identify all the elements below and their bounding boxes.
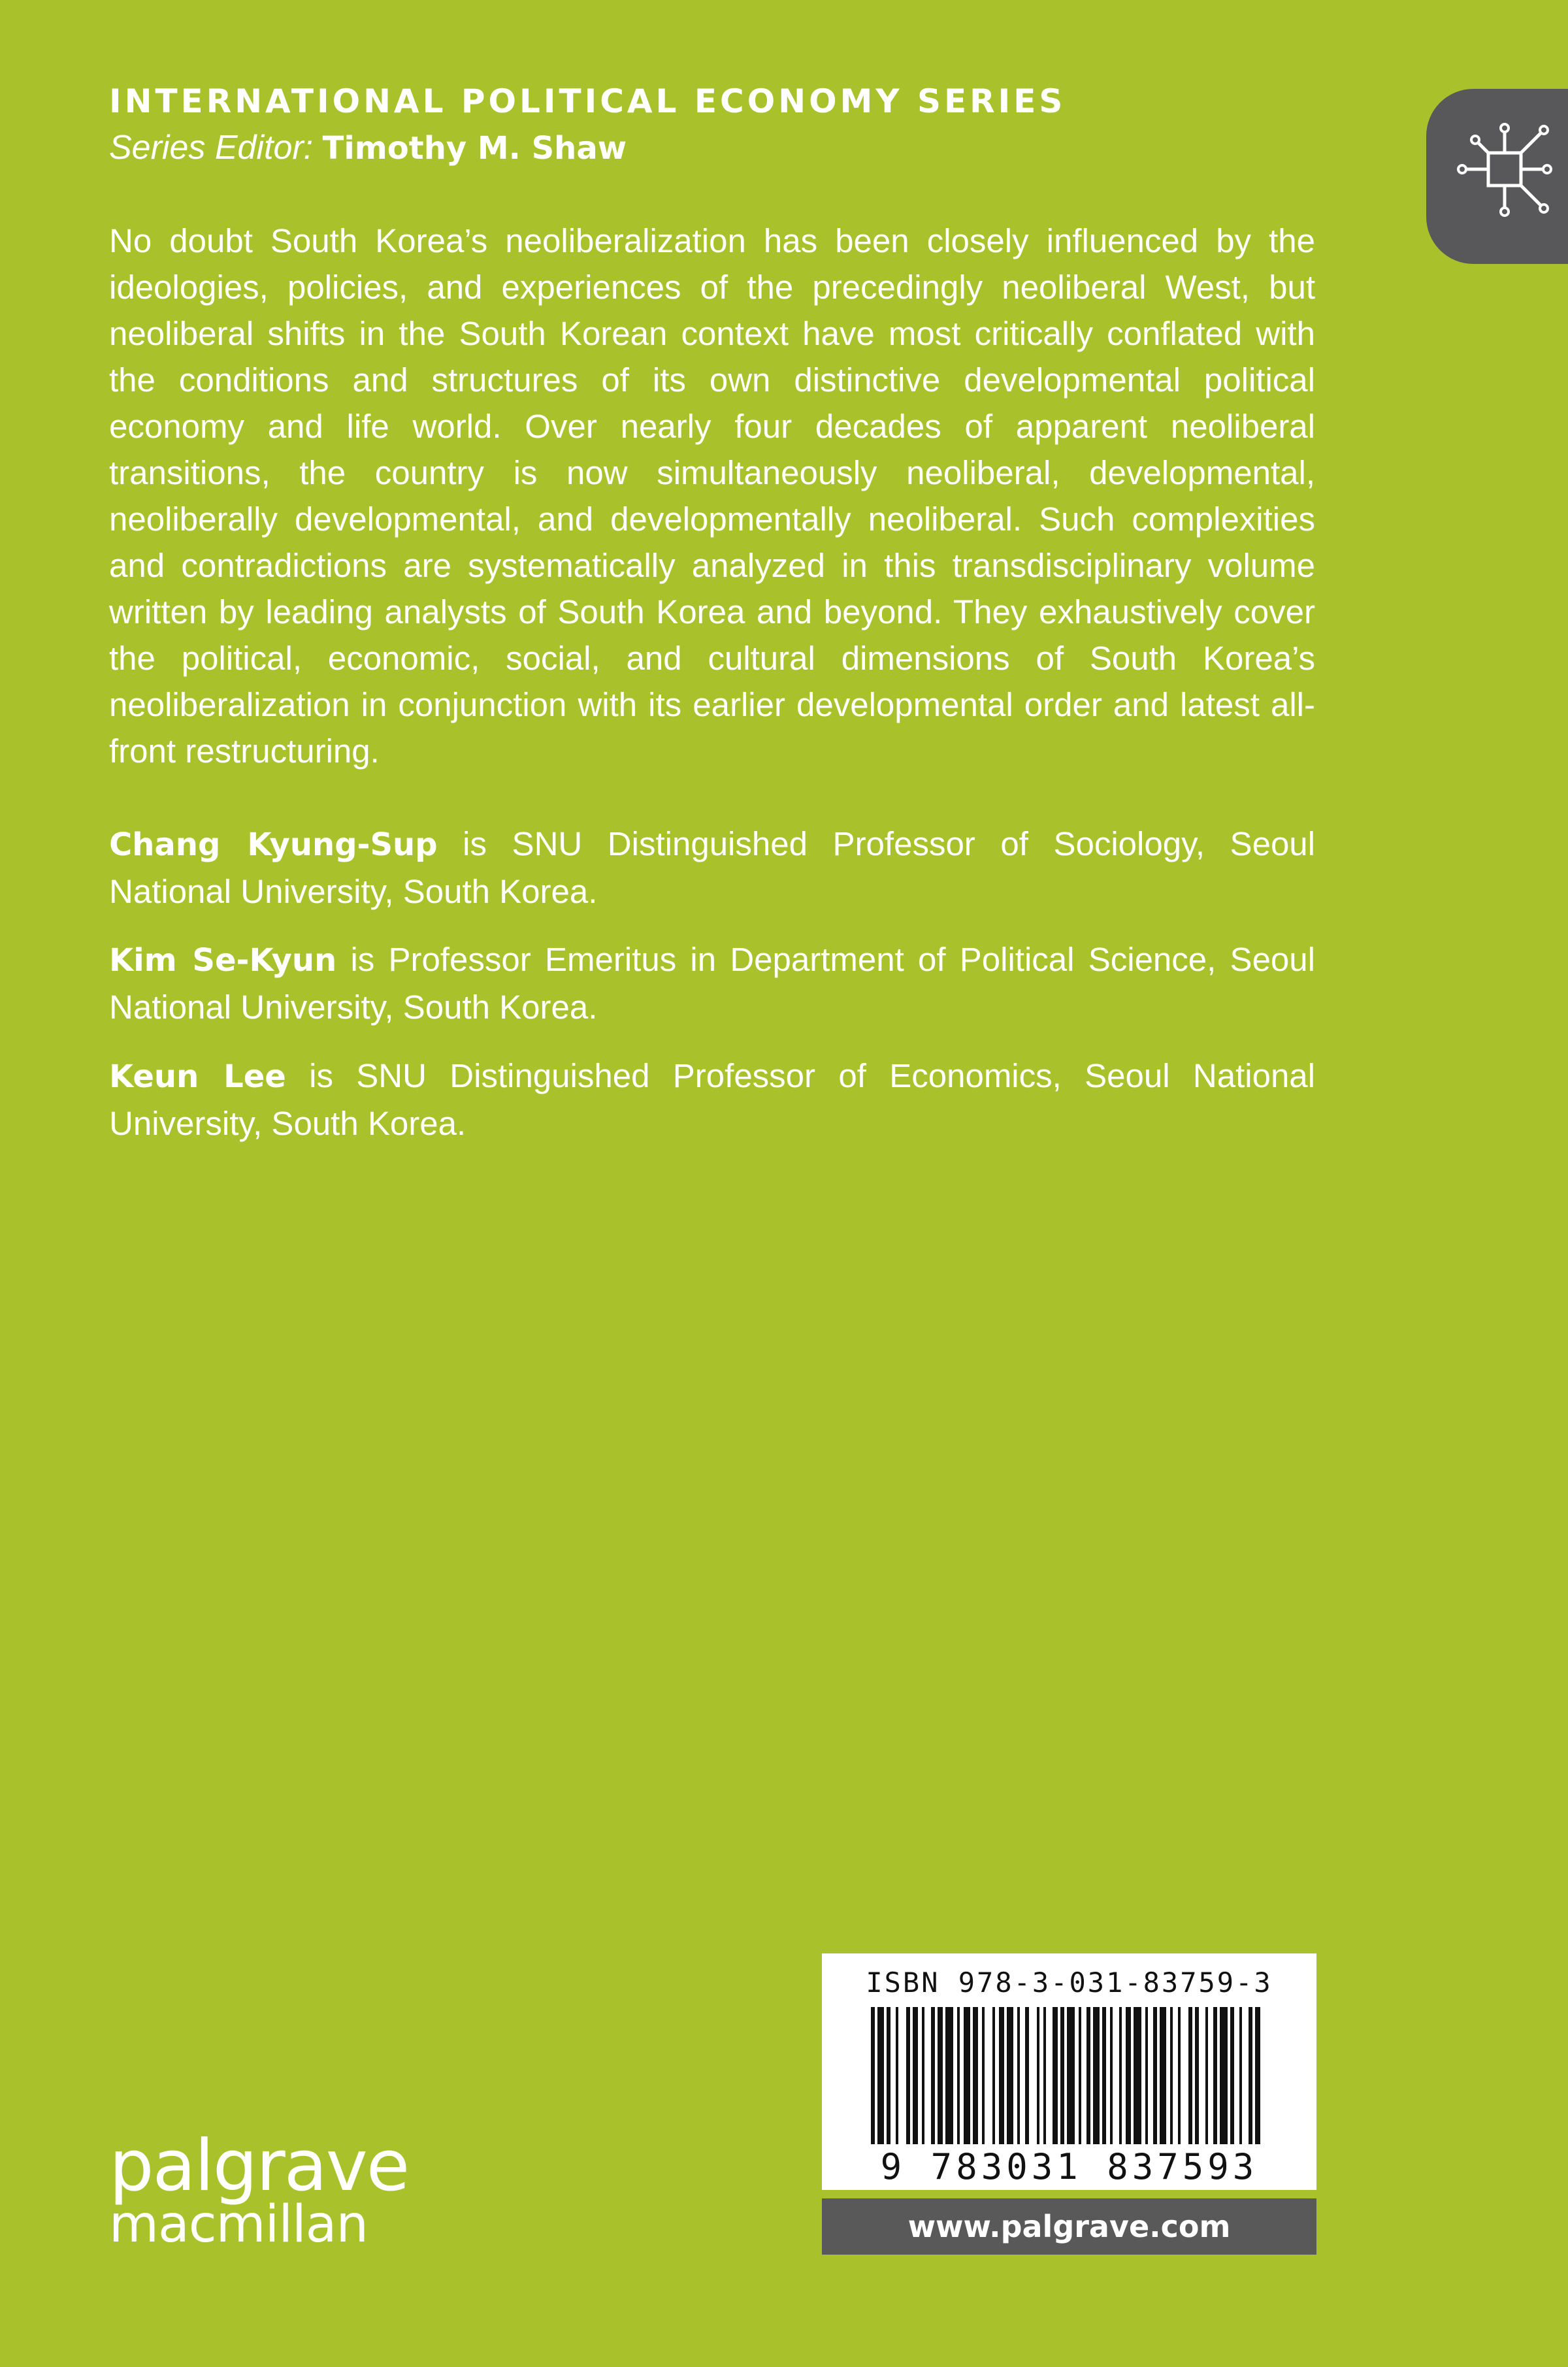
- author-bio: [109, 821, 1315, 915]
- barcode-bar: [992, 2007, 995, 2144]
- barcode-bar: [999, 2007, 1004, 2144]
- barcode-bar: [1213, 2007, 1217, 2144]
- author-description: is SNU Distinguished Professor of Sociology, Seoul National University, South Korea.: [109, 825, 1315, 910]
- barcode-bar: [945, 2007, 953, 2144]
- barcode-bar: [1134, 2007, 1141, 2144]
- barcode-bar: [1230, 2007, 1234, 2144]
- series-editor-label: Series Editor:: [109, 129, 314, 167]
- barcode-bar: [938, 2007, 943, 2144]
- publisher-logo: [109, 2125, 409, 2254]
- author-name: Chang Kyung-Sup: [109, 826, 438, 863]
- website-url: www.palgrave.com: [822, 2198, 1316, 2255]
- barcode-bar: [1079, 2007, 1081, 2144]
- barcode-bar: [1007, 2007, 1013, 2144]
- barcode-bar: [1220, 2007, 1228, 2144]
- barcode-bar: [871, 2007, 875, 2144]
- barcode-bar: [973, 2007, 978, 2144]
- barcode-bar: [1067, 2007, 1075, 2144]
- palgrave-emblem: [1426, 89, 1568, 264]
- barcode-bar: [957, 2007, 960, 2144]
- barcode-bar: [1239, 2007, 1242, 2144]
- barcode-bar: [1102, 2007, 1106, 2144]
- series-title: INTERNATIONAL POLITICAL ECONOMY SERIES: [109, 82, 1066, 120]
- barcode-bar: [1153, 2007, 1157, 2144]
- series-editor-name: Timothy M. Shaw: [322, 130, 627, 167]
- barcode-bar: [887, 2007, 890, 2144]
- barcode-bar: [1060, 2007, 1064, 2144]
- barcode-bar: [1160, 2007, 1166, 2144]
- author-name: Keun Lee: [109, 1058, 286, 1095]
- barcode-bar: [877, 2007, 884, 2144]
- barcode-bar: [1053, 2007, 1058, 2144]
- author-description: is Professor Emeritus in Department of Political Science, Seoul National University, South Korea.: [109, 941, 1315, 1026]
- author-description: is SNU Distinguished Professor of Economics, Seoul National University, South Korea.: [109, 1057, 1315, 1142]
- author-name: Kim Se-Kyun: [109, 942, 337, 979]
- barcode-bar: [1195, 2007, 1199, 2144]
- barcode-bar: [913, 2007, 918, 2144]
- barcode-bar: [1255, 2007, 1260, 2144]
- barcode-bar: [1188, 2007, 1192, 2144]
- barcode-bar: [1170, 2007, 1173, 2144]
- publisher-logo-line2: macmillan: [109, 2195, 368, 2254]
- barcode-bar: [1205, 2007, 1208, 2144]
- barcode-bar: [896, 2007, 898, 2144]
- barcode-bar: [1110, 2007, 1113, 2144]
- isbn-barcode: [822, 1953, 1316, 2190]
- barcode-bar: [1043, 2007, 1046, 2144]
- barcode-bar: [1126, 2007, 1131, 2144]
- barcode-bar: [1249, 2007, 1252, 2144]
- book-blurb: No doubt South Korea’s neoliberalization has been closely influenced by the ideologies, policies, and experiences of the precedingly neoliberal West, but neoliberal shifts in the South Korean context have most critically conflated with the conditions and structures of its own distinctive developmental political economy and life world. Over nearly four decades of apparent neoliberal transitions, the country is now simultaneously neoliberal, developmental, neoliberally developmental, and developmentally neoliberal. Such complexities and contradictions are systematically analyzed in this transdisciplinary volume written by leading analysts of South Korea and beyond. They exhaustively cover the political, economic, social, and cultural dimensions of South Korea’s neoliberalization in conjunction with its earlier developmental order and latest all-front restructuring.: [109, 222, 1315, 770]
- publisher-logo-line1: palgrave: [109, 2125, 409, 2207]
- barcode-bar: [922, 2007, 924, 2144]
- barcode-bar: [1145, 2007, 1148, 2144]
- barcode-digits: 9 783031 837593: [880, 2146, 1258, 2187]
- barcode-bar: [931, 2007, 935, 2144]
- barcode-bar: [1086, 2007, 1090, 2144]
- barcode-bar: [1025, 2007, 1029, 2144]
- author-bio: [109, 936, 1315, 1030]
- barcode-bar: [1119, 2007, 1122, 2144]
- series-editor: [109, 128, 627, 167]
- barcode-bar: [1017, 2007, 1020, 2144]
- barcode-bar: [964, 2007, 970, 2144]
- barcode-bar: [1037, 2007, 1039, 2144]
- barcode-bar: [1093, 2007, 1100, 2144]
- barcode-bar: [906, 2007, 910, 2144]
- barcode-bars: [871, 2007, 1267, 2144]
- barcode-bar: [982, 2007, 985, 2144]
- author-bio: [109, 1053, 1315, 1147]
- barcode-bar: [1178, 2007, 1181, 2144]
- palgrave-emblem-icon: [1456, 120, 1554, 218]
- isbn-label: ISBN 978-3-031-83759-3: [866, 1967, 1273, 1999]
